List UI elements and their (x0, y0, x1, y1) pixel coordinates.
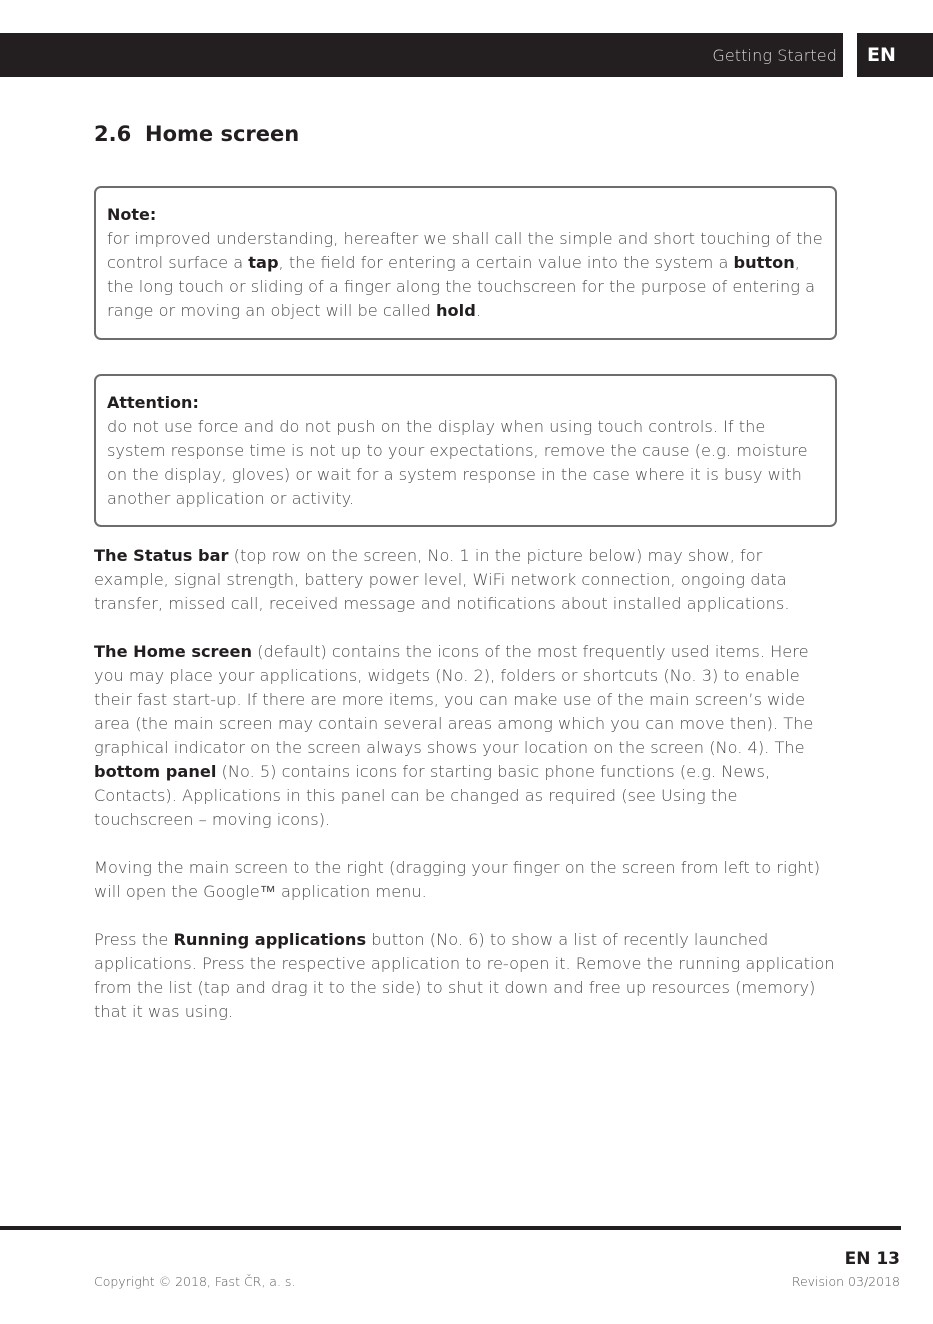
status-bar-paragraph (94, 544, 839, 616)
attention-text: do not use force and do not push on the display when using touch controls. If the system response time is not up to your expectations, remove the cause (e.g. moisture on the display, gloves) or wait for a system response in the case where it is busy with another application or activity. (107, 417, 808, 508)
note-term-hold: hold (436, 301, 476, 320)
section-number: 2.6 (94, 122, 132, 146)
status-bar-term: The Status bar (94, 546, 229, 565)
language-label: EN (867, 44, 896, 66)
note-text (107, 227, 825, 323)
running-applications-term: Running applications (173, 930, 367, 949)
header-bar (0, 33, 843, 77)
note-title: Note: (107, 205, 157, 224)
home-screen-text-2: (No. 5) contains icons for starting basic phone functions (e.g. News, Contacts). Applications in this panel can be changed as required (see Using the touchscreen – moving icons). (94, 762, 771, 829)
note-term-button: button (733, 253, 795, 272)
note-text-4: . (475, 301, 481, 320)
note-box (94, 186, 837, 340)
note-text-2: , the field for entering a certain value into the system a (278, 253, 734, 272)
section-heading (94, 122, 299, 146)
running-apps-paragraph (94, 928, 839, 1024)
note-term-tap: tap (248, 253, 279, 272)
note-text-3: , the long touch or sliding of a finger along the touchscreen for the purpose of entering a range or moving an object will be called (107, 253, 816, 320)
running-text-2: button (No. 6) to show a list of recently launched applications. Press the respective application to re-open it. Remove the running application from the list (tap and drag it to the side) to shut it down and free up resources (memory) that it was using. (94, 930, 835, 1021)
footer-rule (0, 1226, 901, 1230)
running-text-1: Press the (94, 930, 174, 949)
page-number: EN 13 (844, 1249, 900, 1269)
home-screen-term: The Home screen (94, 642, 253, 661)
home-screen-paragraph (94, 640, 839, 832)
bottom-panel-term: bottom panel (94, 762, 217, 781)
revision-label: Revision 03/2018 (791, 1274, 900, 1289)
attention-box (94, 374, 837, 527)
note-text-1: for improved understanding, hereafter we shall call the simple and short touching of the control surface a (107, 229, 823, 272)
section-title: Home screen (145, 122, 300, 146)
home-screen-text-1: (default) contains the icons of the most frequently used items. Here you may place your applications, widgets (No. 2), folders or shortcuts (No. 3) to enable their fast start-up. If there are more items, you can make use of the main screen’s wide area (the main screen may contain several areas among which you can move then). The graphical indicator on the screen always shows your location on the screen (No. 4). The (94, 642, 814, 757)
copyright-notice: Copyright © 2018, Fast ČR, a. s. (94, 1274, 296, 1289)
language-tab (857, 33, 933, 77)
header-section-title: Getting Started (712, 46, 837, 65)
status-bar-text: (top row on the screen, No. 1 in the picture below) may show, for example, signal strength, battery power level, WiFi network connection, ongoing data transfer, missed call, received message and notifications about installed applications. (94, 546, 790, 613)
moving-paragraph: Moving the main screen to the right (dragging your finger on the screen from left to right) will open the Google™ application menu. (94, 858, 821, 901)
attention-title: Attention: (107, 393, 199, 412)
